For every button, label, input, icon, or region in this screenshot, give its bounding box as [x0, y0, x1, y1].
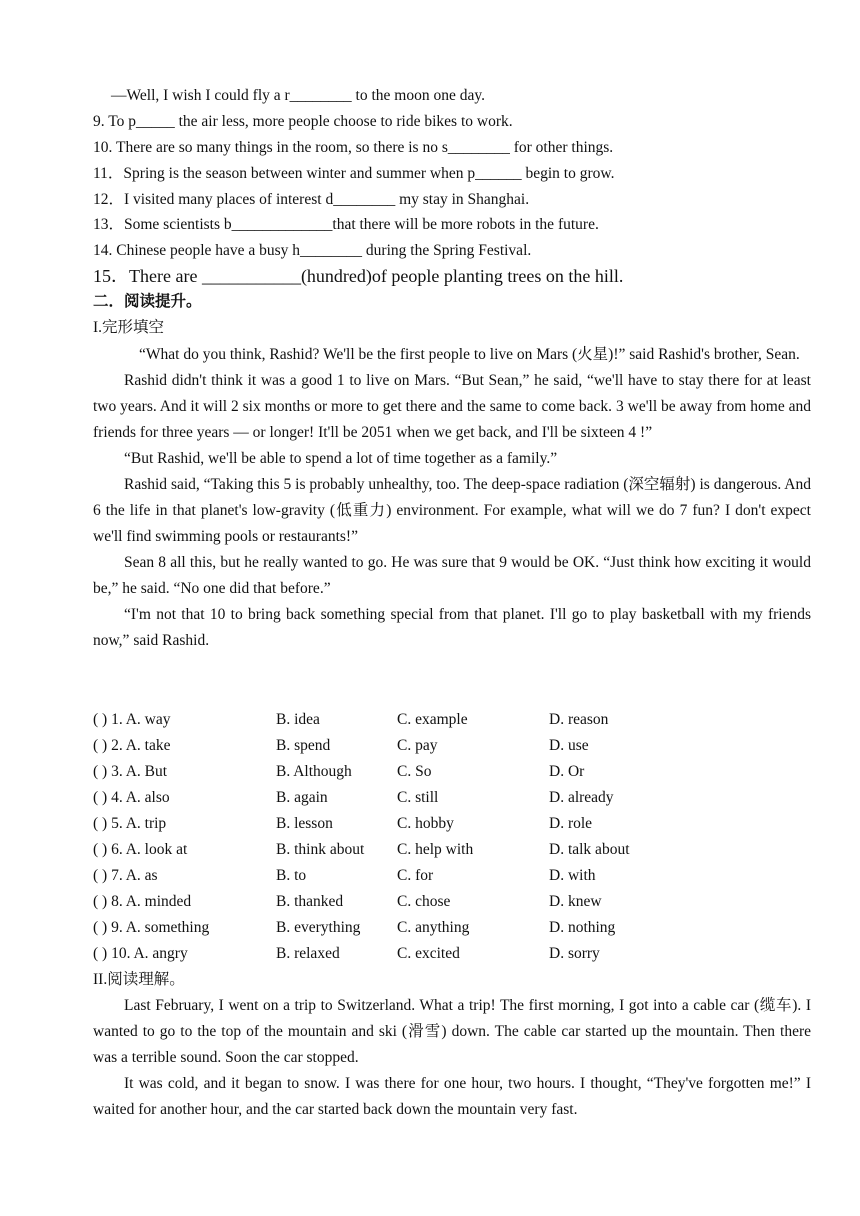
option-row	[93, 941, 811, 967]
reading-passage	[93, 993, 811, 1123]
option-choice: C. for	[397, 867, 434, 884]
cloze-paragraph: Rashid didn't think it was a good 1 to live on Mars. “But Sean,” he said, “we'll have to stay there for at least two years. And it will 2 six months or more to get there and the same to come back. 3 we'll be away from home and friends for three years — or longer! It'll be 2051 when we get back, and I'll be sixteen 4 !”	[93, 372, 811, 441]
option-choice: D. use	[549, 737, 589, 754]
option-choice: B. idea	[276, 711, 320, 728]
option-choice: D. knew	[549, 893, 602, 910]
option-choice: ( ) 3. A. But	[93, 763, 168, 780]
option-choice: ( ) 8. A. minded	[93, 893, 192, 910]
fill-in-line-9: 9. To p_____ the air less, more people choose to ride bikes to work.	[93, 113, 513, 130]
option-choice: D. with	[549, 867, 596, 884]
option-row	[93, 837, 811, 863]
option-row	[93, 915, 811, 941]
section-two-heading: 二．阅读提升。	[93, 293, 202, 310]
option-choice: B. spend	[276, 737, 331, 754]
cloze-paragraph: Rashid said, “Taking this 5 is probably unhealthy, too. The deep-space radiation (深空辐射) is dangerous. And 6 the life in that planet's low-gravity (低重力) environment. For example, what will we do 7 fun? I don't expect we'll find swimming pools or restaurants!”	[93, 476, 811, 545]
reading-paragraph: Last February, I went on a trip to Switzerland. What a trip! The first morning, I got into a cable car (缆车). I wanted to go to the top of the mountain and ski (滑雪) down. The cable car started up the mountain. Then there was a terrible sound. Soon the car stopped.	[93, 997, 811, 1066]
option-choice: B. lesson	[276, 815, 333, 832]
option-choice: ( ) 10. A. angry	[93, 945, 188, 962]
option-row	[93, 863, 811, 889]
option-choice: D. role	[549, 815, 593, 832]
option-choice: B. everything	[276, 919, 361, 936]
option-choice: C. pay	[397, 737, 438, 754]
option-choice: D. nothing	[549, 919, 616, 936]
option-row	[93, 707, 811, 733]
fill-in-line-12: 12．I visited many places of interest d________ my stay in Shanghai.	[93, 191, 530, 208]
option-row	[93, 733, 811, 759]
option-choice: B. to	[276, 867, 307, 884]
option-choice: C. still	[397, 789, 439, 806]
option-choice: ( ) 5. A. trip	[93, 815, 167, 832]
option-choice: ( ) 6. A. look at	[93, 841, 188, 858]
option-choice: D. reason	[549, 711, 609, 728]
fill-in-line-8: —Well, I wish I could fly a r________ to the moon one day.	[111, 87, 485, 104]
option-choice: C. example	[397, 711, 468, 728]
fill-in-line-14: 14. Chinese people have a busy h________ during the Spring Festival.	[93, 242, 532, 259]
cloze-paragraph: “But Rashid, we'll be able to spend a lot of time together as a family.”	[124, 450, 558, 467]
option-choice: D. sorry	[549, 945, 600, 962]
option-choice: C. anything	[397, 919, 470, 936]
option-choice: B. think about	[276, 841, 365, 858]
option-choice: ( ) 4. A. also	[93, 789, 170, 806]
option-choice: C. help with	[397, 841, 474, 858]
reading-heading: II.阅读理解。	[93, 971, 185, 988]
option-choice: B. relaxed	[276, 945, 340, 962]
cloze-heading: I.完形填空	[93, 319, 165, 336]
option-choice: D. already	[549, 789, 614, 806]
fill-in-line-15: 15．There are ___________(hundred)of people planting trees on the hill.	[93, 266, 624, 286]
cloze-passage	[93, 342, 811, 654]
option-choice: C. So	[397, 763, 432, 780]
fill-in-line-13: 13．Some scientists b_____________that there will be more robots in the future.	[93, 216, 599, 233]
option-choice: B. Although	[276, 763, 352, 780]
option-choice: B. again	[276, 789, 328, 806]
option-choice: ( ) 9. A. something	[93, 919, 210, 936]
cloze-paragraph: “I'm not that 10 to bring back something special from that planet. I'll go to play basketball with my friends now,” said Rashid.	[93, 606, 811, 649]
option-choice: C. hobby	[397, 815, 454, 832]
option-row	[93, 811, 811, 837]
option-choice: ( ) 7. A. as	[93, 867, 158, 884]
option-row	[93, 785, 811, 811]
option-row	[93, 889, 811, 915]
option-choice: D. talk about	[549, 841, 630, 858]
fill-in-line-11: 11．Spring is the season between winter and summer when p______ begin to grow.	[93, 165, 615, 182]
option-choice: B. thanked	[276, 893, 344, 910]
reading-paragraph: It was cold, and it began to snow. I was there for one hour, two hours. I thought, “They've forgotten me!” I waited for another hour, and the car started back down the mountain very fast.	[93, 1075, 811, 1118]
option-choice: ( ) 1. A. way	[93, 711, 171, 728]
option-choice: C. excited	[397, 945, 460, 962]
option-choice: D. Or	[549, 763, 585, 780]
option-row	[93, 759, 811, 785]
cloze-paragraph: “What do you think, Rashid? We'll be the first people to live on Mars (火星)!” said Rashid's brother, Sean.	[139, 346, 800, 363]
option-choice: ( ) 2. A. take	[93, 737, 171, 754]
fill-in-line-10: 10. There are so many things in the room, so there is no s________ for other things.	[93, 139, 614, 156]
option-choice: C. chose	[397, 893, 451, 910]
cloze-paragraph: Sean 8 all this, but he really wanted to go. He was sure that 9 would be OK. “Just think how exciting it would be,” he said. “No one did that before.”	[93, 554, 811, 597]
